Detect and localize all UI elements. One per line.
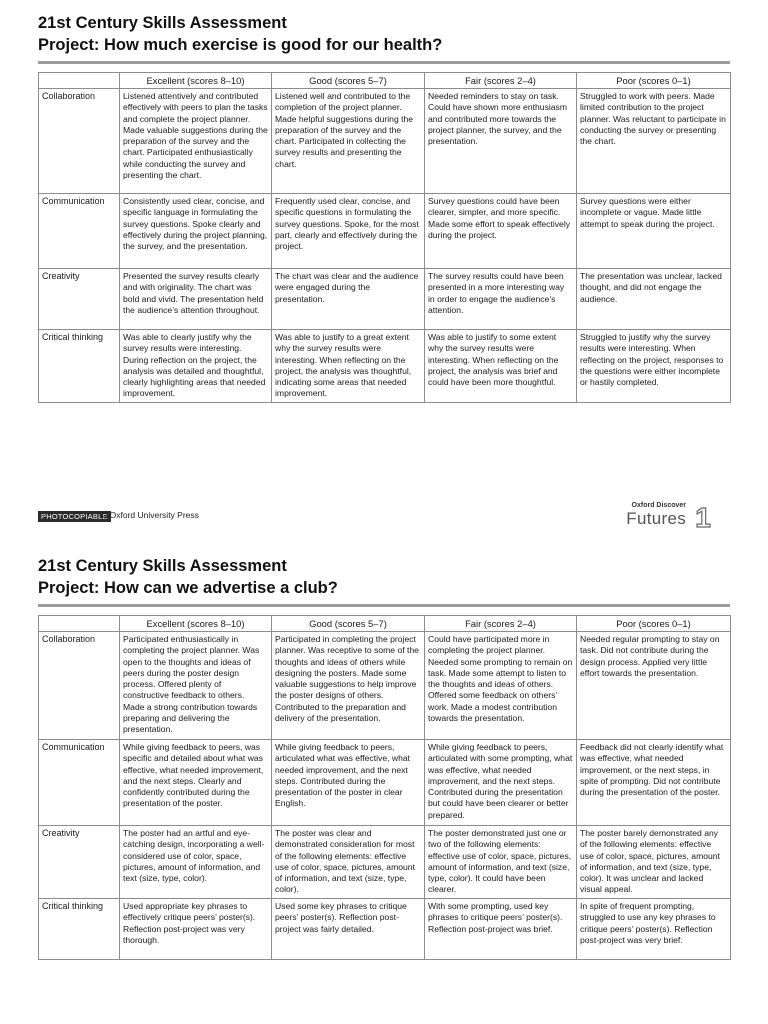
- table-cell: Listened well and contributed to the completion of the project planner. Made helpful suggestions during the preparation of the survey and the chart. Participated in collecting the survey results and presenting the chart.: [272, 89, 425, 194]
- project-title: Project: How much exercise is good for our health?: [38, 36, 443, 54]
- table-cell: Presented the survey results clearly and with originality. The chart was bold and vivid. The presentation held the audience’s attention throughout.: [120, 269, 272, 330]
- table-cell: The presentation was unclear, lacked thought, and did not engage the audience.: [577, 269, 731, 330]
- column-header-poor: Poor (scores 0–1): [577, 73, 731, 89]
- page-footer: [38, 502, 730, 532]
- table-cell: The chart was clear and the audience were engaged during the presentation.: [272, 269, 425, 330]
- table-cell: Was able to justify to a great extent why the survey results were interesting. When reflecting on the project, the analysis was thoughtful, indicating some areas that needed improvement.: [272, 330, 425, 403]
- title-divider: [38, 61, 730, 64]
- table-cell: With some prompting, used key phrases to critique peers’ poster(s). Reflection post-project was brief.: [425, 899, 577, 960]
- column-header-fair: Fair (scores 2–4): [425, 73, 577, 89]
- column-header-excellent: Excellent (scores 8–10): [120, 616, 272, 632]
- column-header-good: Good (scores 5–7): [272, 616, 425, 632]
- logo-title: Futures: [626, 509, 686, 528]
- assessment-section-1: [38, 12, 730, 403]
- table-cell: The poster had an artful and eye-catching design, incorporating a well-considered use of color, space, pictures, amount of information, and text (size, type, color).: [120, 826, 272, 899]
- table-row: [39, 740, 731, 826]
- column-header-blank: [39, 616, 120, 632]
- page-title: 21st Century Skills Assessment: [38, 557, 287, 575]
- table-cell: While giving feedback to peers, articulated what was effective, what needed improvement, and the next steps. Contributed during the presentation of the poster in clear English.: [272, 740, 425, 826]
- row-label: Critical thinking: [39, 899, 120, 960]
- table-cell: Consistently used clear, concise, and specific language in formulating the survey questions. Spoke clearly and effectively during the project planning, the survey, and the presentation.: [120, 194, 272, 269]
- table-cell: Needed regular prompting to stay on task. Did not contribute during the design process. Applied very little effort towards the presentation.: [577, 632, 731, 740]
- page-title: 21st Century Skills Assessment: [38, 14, 287, 32]
- title-divider: [38, 604, 730, 607]
- row-label: Creativity: [39, 826, 120, 899]
- assessment-section-2: [38, 555, 730, 960]
- table-cell: The poster demonstrated just one or two of the following elements: effective use of color, space, pictures, amount of information, and text (size, type, color). It could have been clearer.: [425, 826, 577, 899]
- table-cell: Could have participated more in completing the project planner. Needed some prompting to remain on task. Made some attempt to listen to the thoughts and ideas of others. Offered some feedback on others’ work. Made a modest contribution towards the presentation.: [425, 632, 577, 740]
- column-header-good: Good (scores 5–7): [272, 73, 425, 89]
- header-row: [39, 616, 731, 632]
- table-row: [39, 632, 731, 740]
- row-label: Communication: [39, 194, 120, 269]
- table-cell: In spite of frequent prompting, struggled to use any key phrases to critique peers’ poster(s). Reflection post-project was very brief.: [577, 899, 731, 960]
- table-cell: Used some key phrases to critique peers’ poster(s). Reflection post-project was fairly detailed.: [272, 899, 425, 960]
- table-cell: Was able to justify to some extent why the survey results were interesting. When reflecting on the project, the analysis was brief and could have been more thoughtful.: [425, 330, 577, 403]
- logo-number-icon: [690, 502, 716, 530]
- table-row: [39, 194, 731, 269]
- row-label: Collaboration: [39, 632, 120, 740]
- table-cell: Struggled to justify why the survey results were interesting. When reflecting on the project, responses to the questions were either incomplete or hastily completed.: [577, 330, 731, 403]
- table-cell: Participated in completing the project planner. Was receptive to some of the thoughts and ideas of others while designing the posters. Made some valuable suggestions to help improve the poster designs of others. Contributed to the preparation and delivery of the presentation.: [272, 632, 425, 740]
- logo-subtitle: Oxford Discover: [631, 502, 686, 509]
- logo-number: 1: [695, 502, 711, 530]
- table-cell: The survey results could have been presented in a more interesting way in order to engage the audience’s attention.: [425, 269, 577, 330]
- column-header-excellent: Excellent (scores 8–10): [120, 73, 272, 89]
- table-cell: The poster barely demonstrated any of the following elements: effective use of color, space, pictures, amount of information, and text (size, type, color). It was unclear and lacked visual appeal.: [577, 826, 731, 899]
- table-row: [39, 330, 731, 403]
- table-row: [39, 899, 731, 960]
- header-row: [39, 73, 731, 89]
- copyright-text: © Oxford University Press: [101, 510, 199, 520]
- table-row: [39, 269, 731, 330]
- row-label: Critical thinking: [39, 330, 120, 403]
- column-header-fair: Fair (scores 2–4): [425, 616, 577, 632]
- table-cell: Was able to clearly justify why the survey results were interesting. During reflection on the project, the analysis was detailed and thoughtful, clearly highlighting areas that needed improvement.: [120, 330, 272, 403]
- table-cell: Survey questions could have been clearer, simpler, and more specific. Made some effort to speak effectively during the project.: [425, 194, 577, 269]
- row-label: Creativity: [39, 269, 120, 330]
- table-cell: Used appropriate key phrases to effectively critique peers’ poster(s). Reflection post-project was very thorough.: [120, 899, 272, 960]
- row-label: Communication: [39, 740, 120, 826]
- table-row: [39, 826, 731, 899]
- table-cell: Needed reminders to stay on task. Could have shown more enthusiasm and contributed more towards the project planner, the survey, and the presentation.: [425, 89, 577, 194]
- photocopiable-badge: PHOTOCOPIABLE: [38, 511, 111, 522]
- rubric-table: [38, 615, 731, 960]
- table-cell: While giving feedback to peers, was specific and detailed about what was effective, what needed improvement, and the next steps. Clearly and confidently contributed during the presentation of the poster.: [120, 740, 272, 826]
- column-header-poor: Poor (scores 0–1): [577, 616, 731, 632]
- table-cell: Participated enthusiastically in completing the project planner. Was open to the thoughts and ideas of peers during the poster design process. Offered plenty of constructive feedback to others. Made a strong contribution towards preparing and delivering the presentation.: [120, 632, 272, 740]
- table-cell: Struggled to work with peers. Made limited contribution to the project planner. Was reluctant to participate in conducting the survey or presenting the chart.: [577, 89, 731, 194]
- table-cell: Listened attentively and contributed effectively with peers to plan the tasks and complete the project planner. Made valuable suggestions during the preparation of the survey and the chart. Participated enthusiastically while conducting the survey and presenting the chart.: [120, 89, 272, 194]
- table-cell: While giving feedback to peers, articulated with some prompting, what was effective, what needed improvement, and the next steps. Contributed during the presentation but could have been clearer or better prepared.: [425, 740, 577, 826]
- table-row: [39, 89, 731, 194]
- publisher-logo: [596, 502, 716, 532]
- table-cell: Feedback did not clearly identify what was effective, what needed improvement, or the next steps, in spite of prompting. Did not contribute during the presentation of the poster.: [577, 740, 731, 826]
- column-header-blank: [39, 73, 120, 89]
- rubric-table: [38, 72, 731, 403]
- project-title: Project: How can we advertise a club?: [38, 579, 338, 597]
- row-label: Collaboration: [39, 89, 120, 194]
- table-cell: Frequently used clear, concise, and specific questions in formulating the survey questions. Spoke, for the most part, clearly and effectively during the project.: [272, 194, 425, 269]
- table-cell: Survey questions were either incomplete or vague. Made little attempt to speak during the project.: [577, 194, 731, 269]
- table-cell: The poster was clear and demonstrated consideration for most of the following elements: effective use of color, space, pictures, amount of information, and text (size, type, color).: [272, 826, 425, 899]
